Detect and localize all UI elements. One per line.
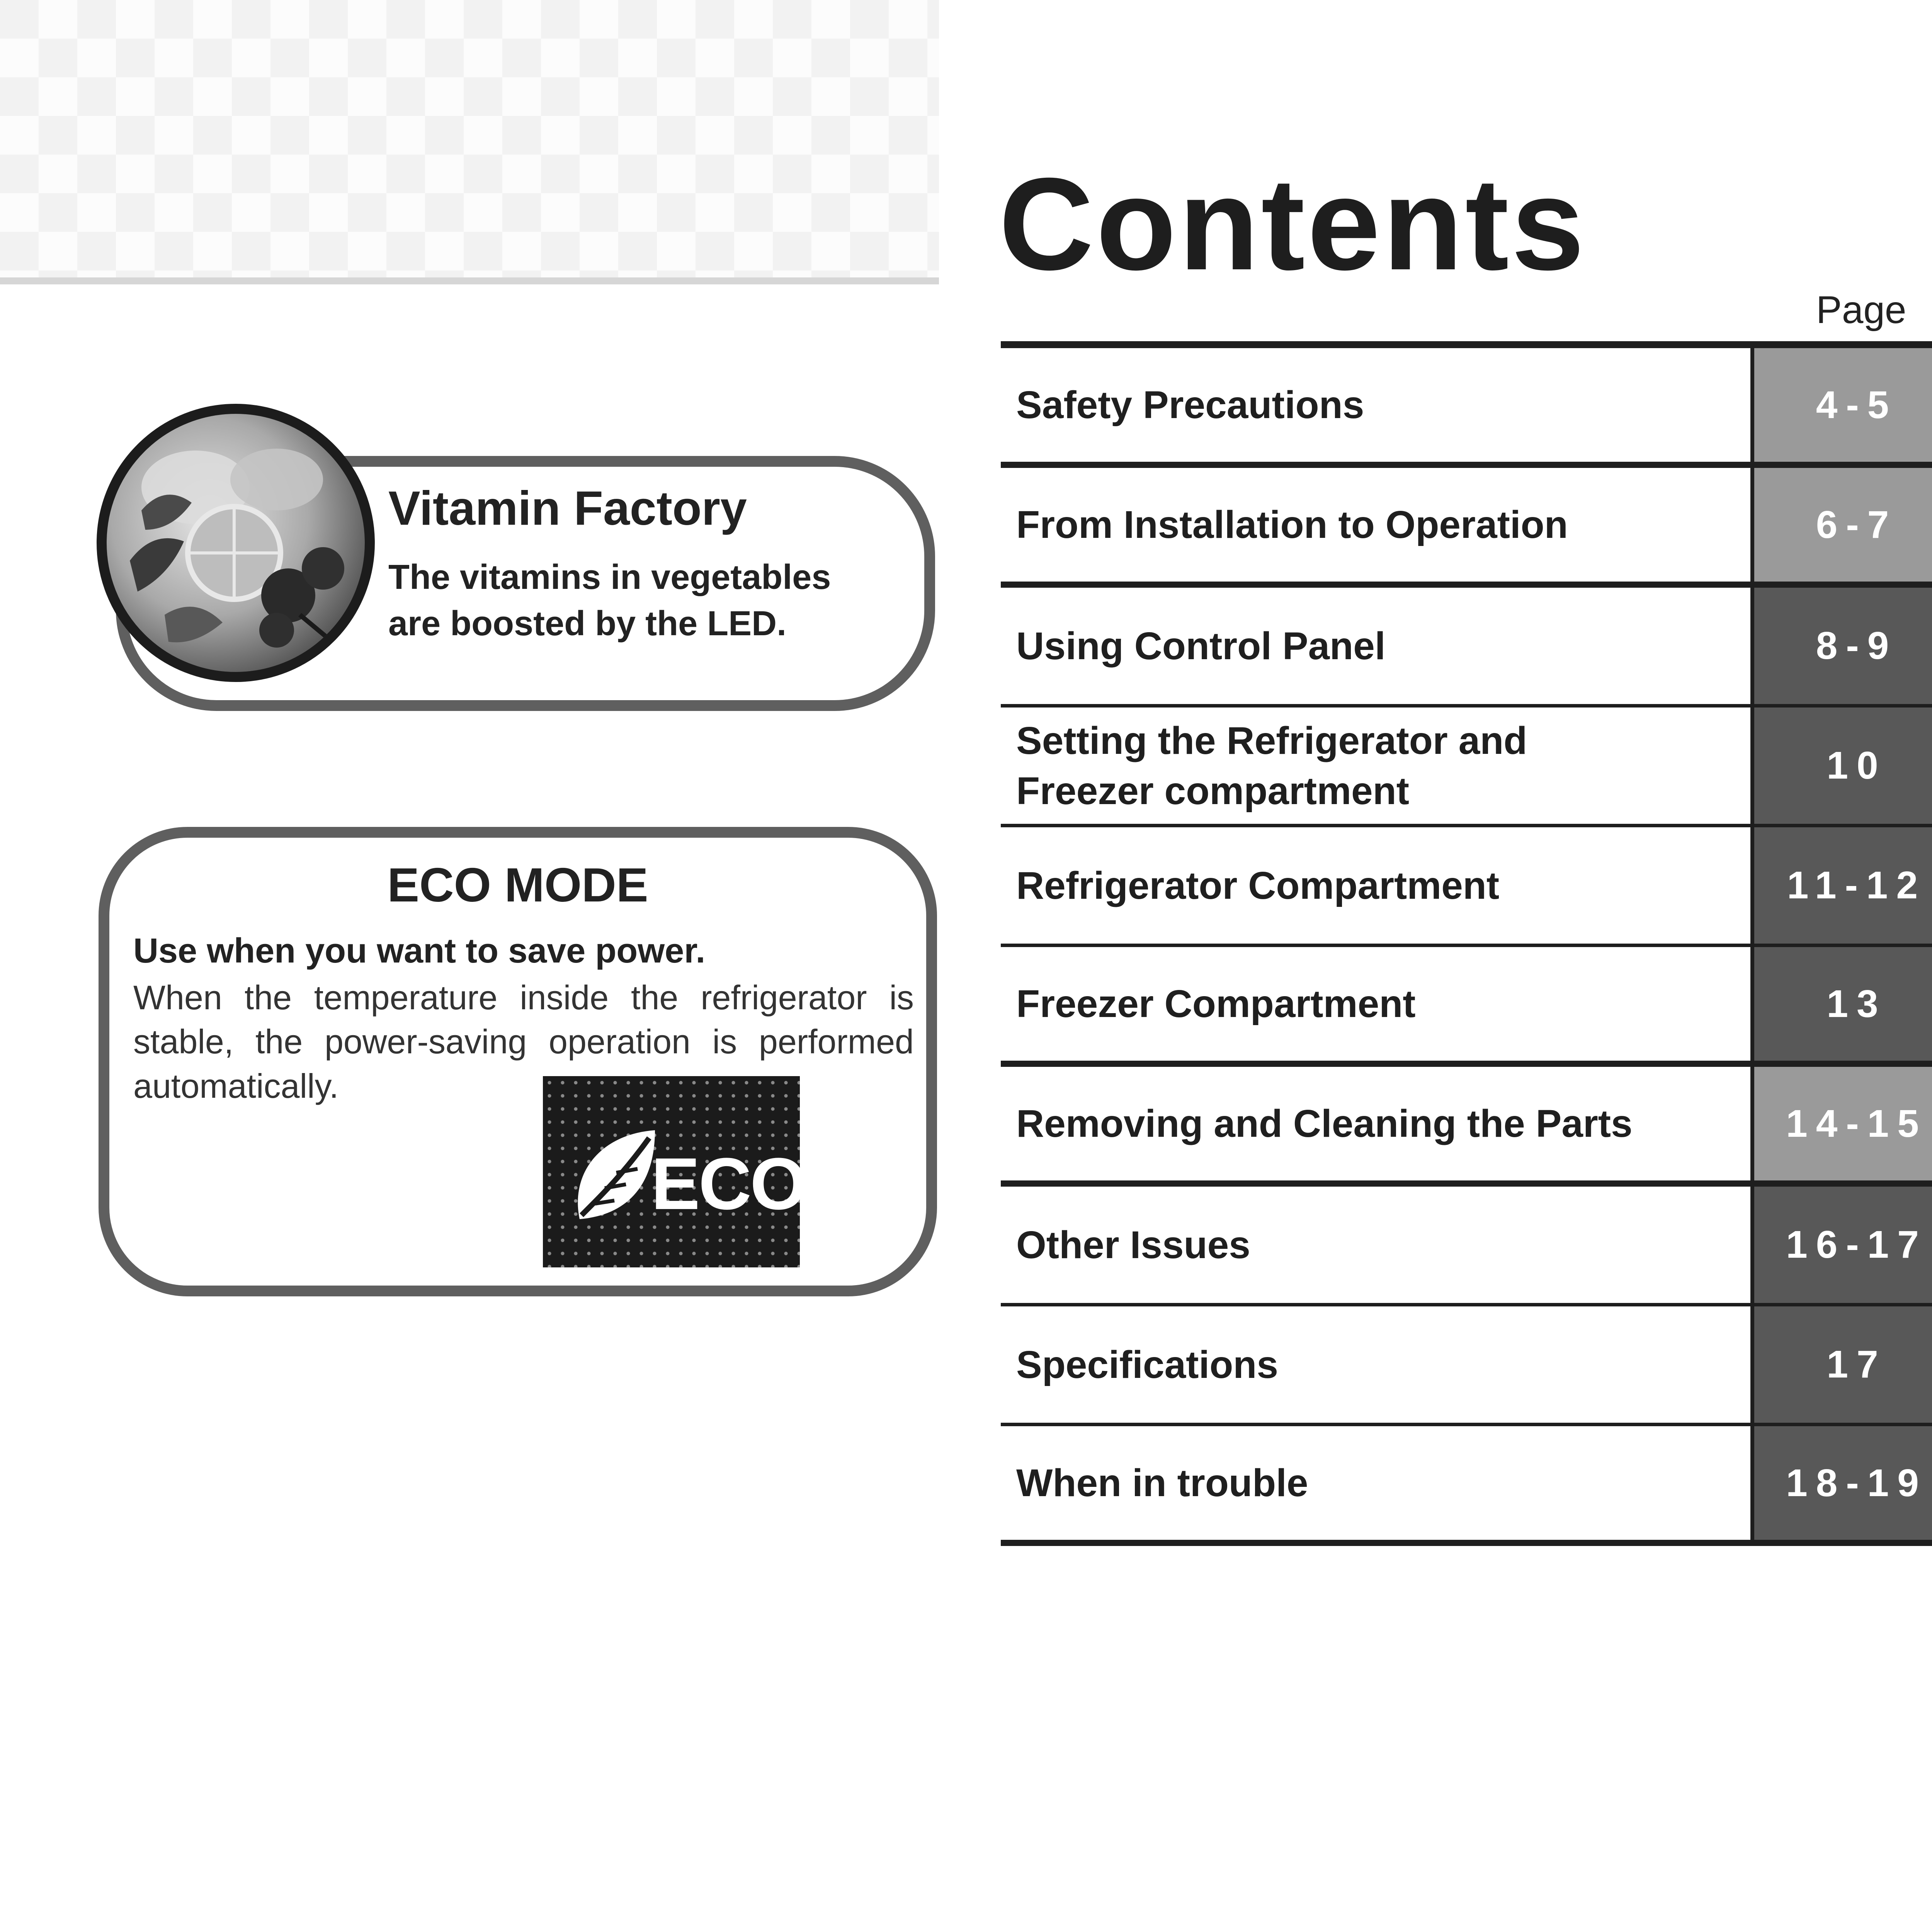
toc-page-number: 4-5 <box>1750 348 1932 462</box>
toc-page-number: 11-12 <box>1750 827 1932 944</box>
eco-mode-lead: Use when you want to save power. <box>133 932 706 970</box>
page-title: Contents <box>999 151 1587 298</box>
toc-item-label: Setting the Refrigerator and Freezer compartment <box>1016 719 1527 813</box>
toc-row[interactable] <box>1001 827 1932 947</box>
toc-item-label: From Installation to Operation <box>1016 503 1568 546</box>
toc-page-number: 10 <box>1750 707 1932 824</box>
header-divider <box>0 277 939 284</box>
toc-item-label: Freezer Compartment <box>1016 982 1416 1026</box>
toc-row[interactable] <box>1001 588 1932 707</box>
toc-item-label: When in trouble <box>1016 1461 1308 1505</box>
vitamin-factory-description: The vitamins in vegetables are boosted by the LED. <box>388 558 831 643</box>
toc-page-number: 8-9 <box>1750 588 1932 704</box>
header-pattern <box>0 0 939 278</box>
toc-item-label: Using Control Panel <box>1016 624 1386 668</box>
vitamin-factory-title: Vitamin Factory <box>388 482 747 535</box>
eco-mode-body: When the temperature inside the refrigerator is stable, the power-saving operation is performed automatically. <box>133 978 914 1105</box>
toc-item-label: Safety Precautions <box>1016 383 1364 427</box>
eco-indicator-badge <box>543 1076 806 1267</box>
toc-row[interactable] <box>1001 1306 1932 1426</box>
vegetables-image <box>97 404 375 682</box>
toc-row[interactable] <box>1001 468 1932 588</box>
vegetables-illustration <box>107 414 365 672</box>
toc-item-label: Other Issues <box>1016 1223 1250 1267</box>
toc-page-number: 14-15 <box>1750 1067 1932 1180</box>
toc-item-label: Specifications <box>1016 1343 1278 1386</box>
eco-badge-text: ECO <box>651 1143 806 1225</box>
toc-row[interactable] <box>1001 1426 1932 1546</box>
toc-page-number: 17 <box>1750 1306 1932 1423</box>
toc-row[interactable] <box>1001 947 1932 1067</box>
toc-page-number: 16-17 <box>1750 1187 1932 1303</box>
toc-item-label: Refrigerator Compartment <box>1016 864 1500 907</box>
toc-page-number: 13 <box>1750 947 1932 1061</box>
toc-row[interactable] <box>1001 1067 1932 1187</box>
toc-item-label: Removing and Cleaning the Parts <box>1016 1102 1633 1145</box>
toc-row[interactable] <box>1001 1187 1932 1306</box>
page-column-label: Page <box>1816 288 1906 332</box>
table-of-contents <box>1001 341 1932 1546</box>
toc-row[interactable] <box>1001 707 1932 827</box>
eco-mode-title: ECO MODE <box>387 859 648 912</box>
toc-page-number: 18-19 <box>1750 1426 1932 1540</box>
toc-page-number: 6-7 <box>1750 468 1932 582</box>
toc-row[interactable] <box>1001 348 1932 468</box>
